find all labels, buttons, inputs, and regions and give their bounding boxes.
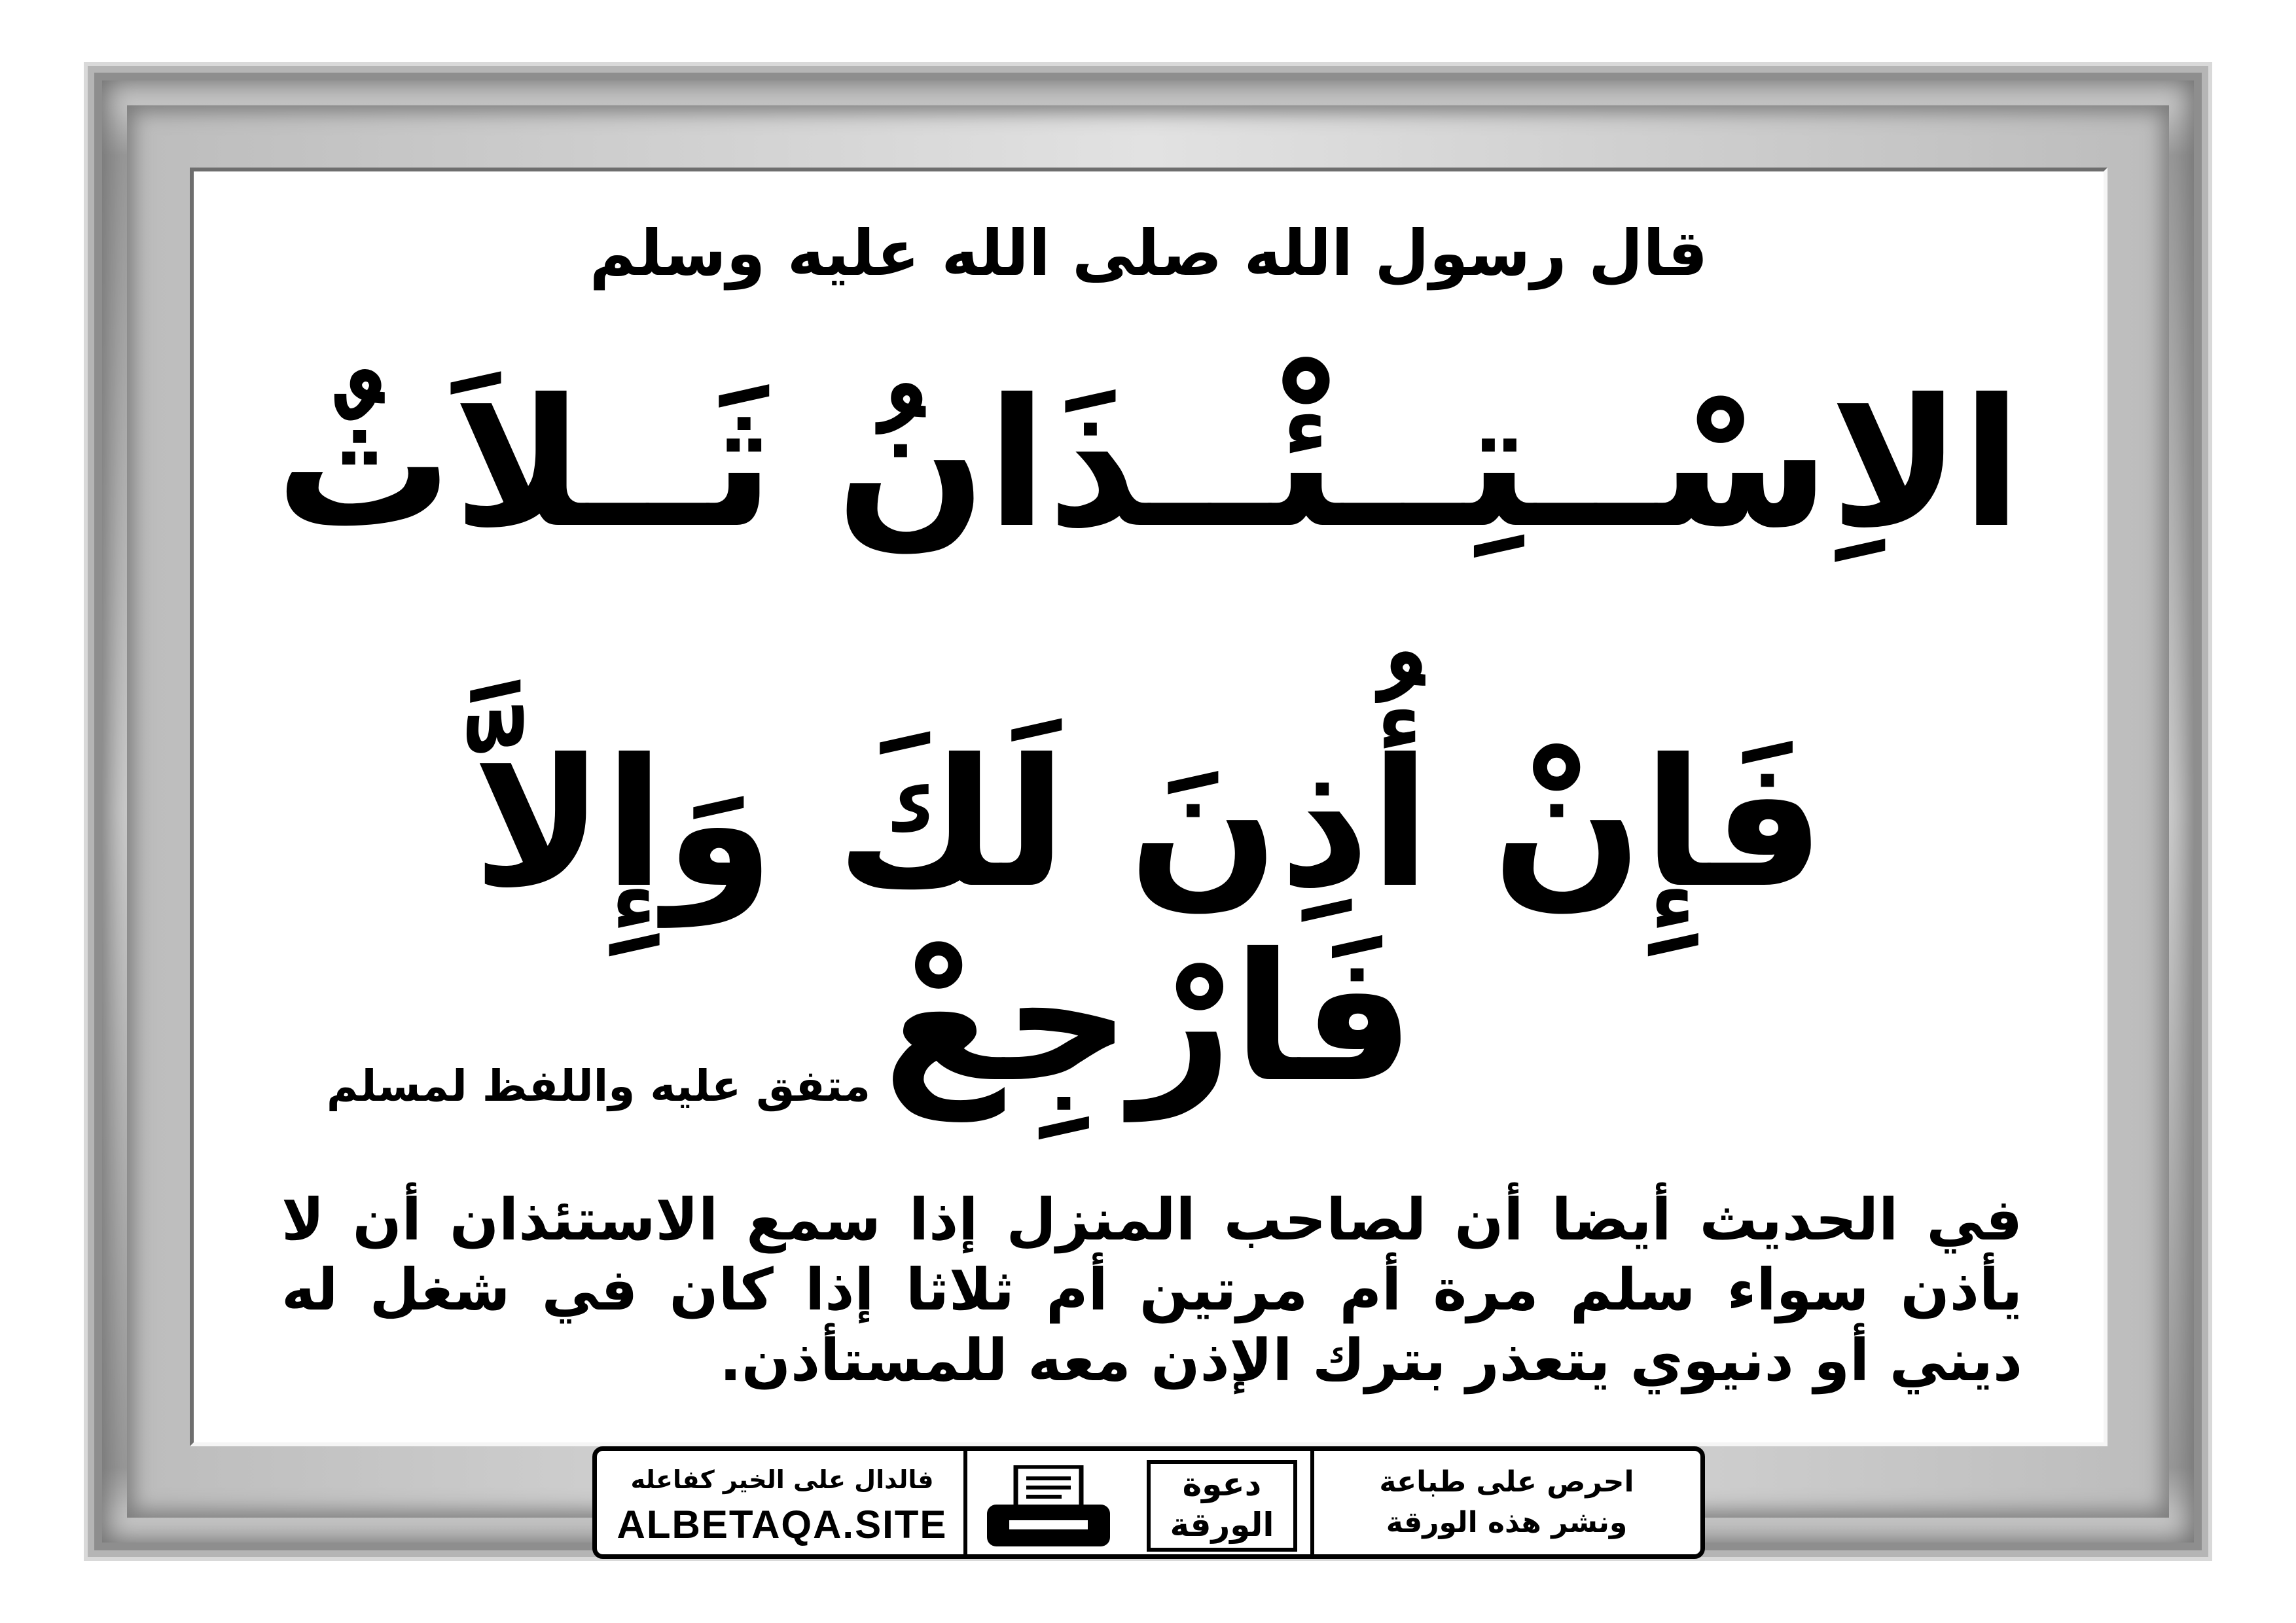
hadith-line-1: الاِسْــتِــئْــذَانُ ثَــلاَثٌ — [275, 361, 2022, 567]
logo-text-top: دعوة — [1182, 1465, 1262, 1503]
printer-icon — [983, 1465, 1114, 1550]
hadith-line-2: فَإِنْ أُذِنَ لَكَ وَإِلاَّ فَارْجِعْ — [472, 721, 1825, 1121]
footer-divider — [1310, 1451, 1314, 1554]
hadith-explanation: في الحديث أيضا أن لصاحب المنزل إذا سمع الاستئذان أن لا يأذن سواء سلم مرة أم مرتين أم ثلاثا إذا كان في شغل له ديني أو دنيوي يتعذر بترك الإذن معه للمستأذن. — [281, 1186, 2022, 1394]
hadith-attribution-heading: قال رسول الله صلى الله عليه وسلم — [589, 217, 1708, 290]
footer-website-block — [609, 1451, 956, 1554]
logo-text-bottom: الورقة — [1170, 1506, 1274, 1544]
footer-website[interactable]: ALBETAQA.SITE — [617, 1503, 948, 1546]
print-note-line-2: ونشر هذه الورقة — [1386, 1506, 1628, 1539]
dawah-paper-logo — [1147, 1460, 1297, 1552]
hadith-source: متفق عليه واللفظ لمسلم — [326, 1061, 870, 1111]
print-note-line-1: احرص على طباعة — [1379, 1465, 1634, 1499]
footer-banner — [592, 1446, 1705, 1559]
footer-print-note — [1320, 1451, 1693, 1554]
footer-divider — [963, 1451, 967, 1554]
footer-tagline: فالدال على الخير كفاعله — [630, 1465, 934, 1494]
